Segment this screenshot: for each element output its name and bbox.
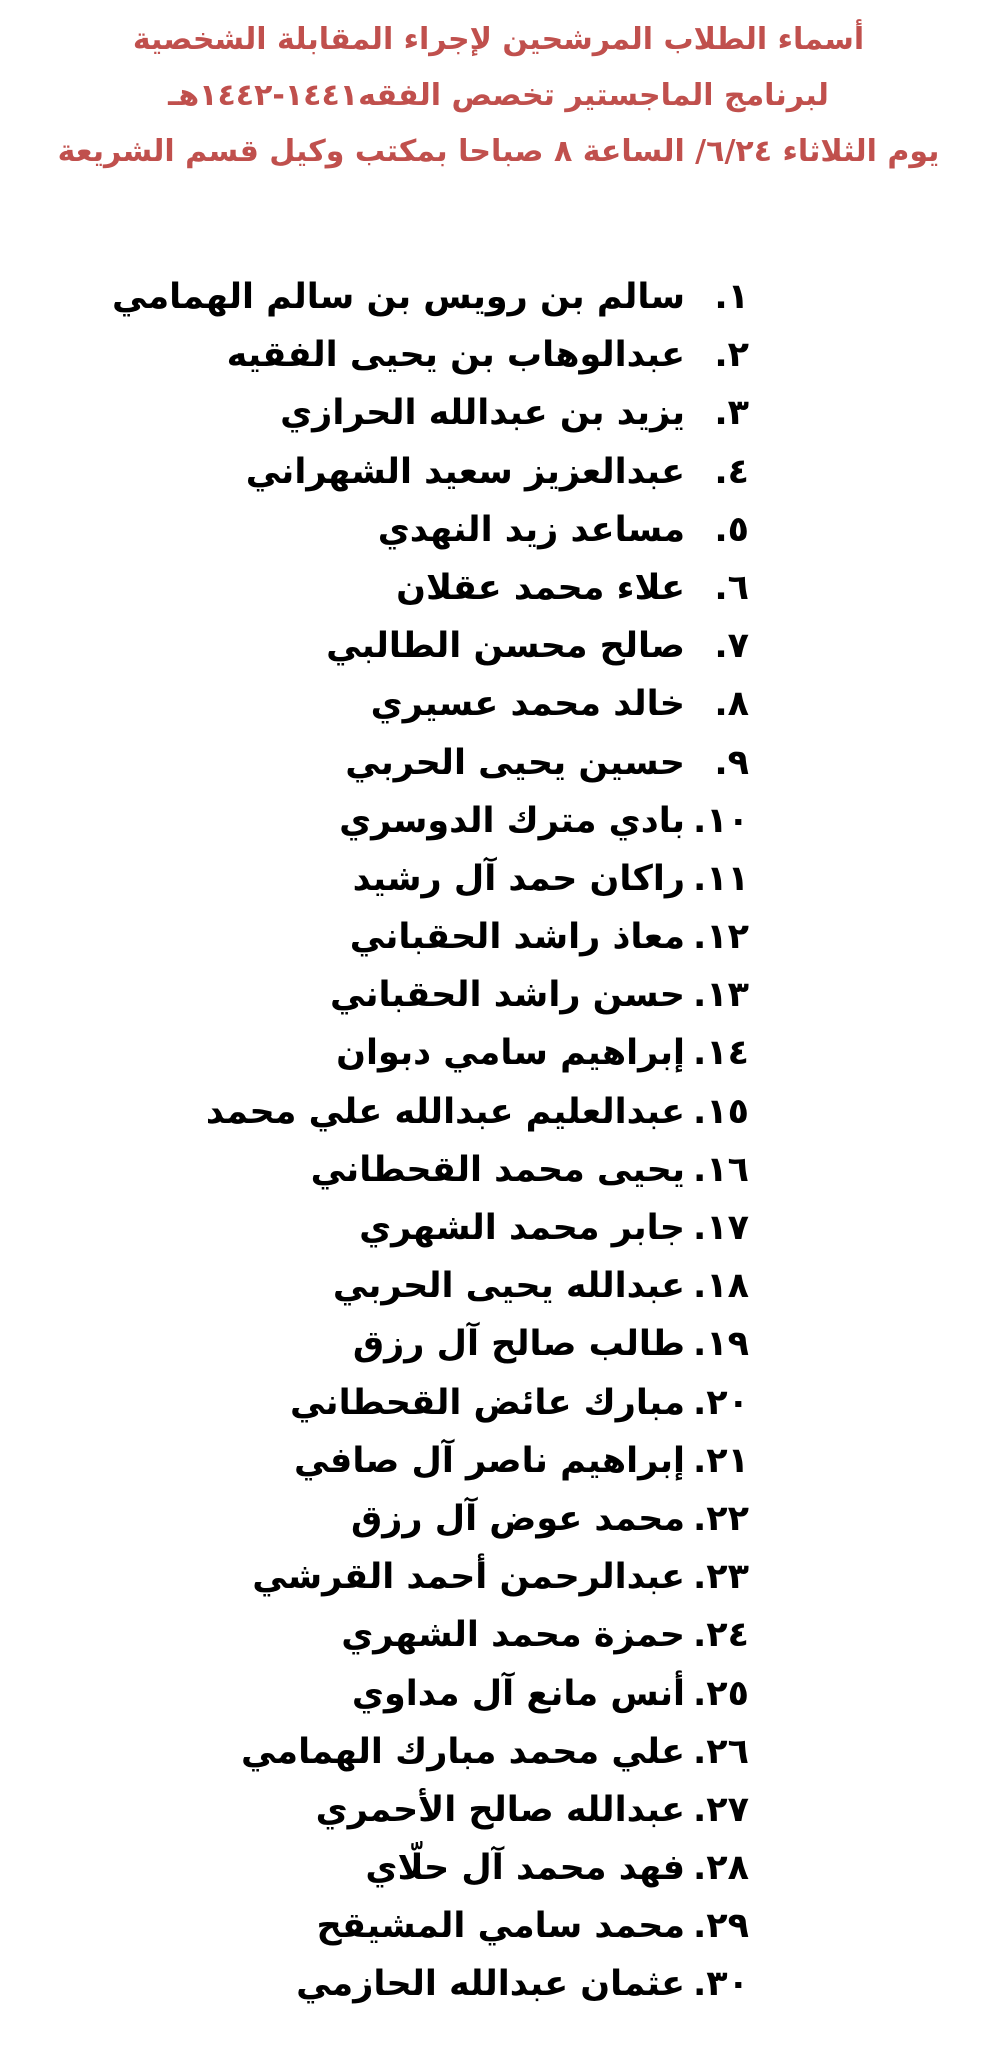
list-item-name: فهد محمد آل حلّاي <box>365 1848 685 1889</box>
list-item <box>0 1432 997 1490</box>
list-item-number: ٢٩. <box>692 1906 749 1947</box>
list-item <box>0 850 997 908</box>
list-item <box>0 1839 997 1897</box>
list-item <box>0 1141 997 1199</box>
list-item-name: حمزة محمد الشهري <box>341 1615 685 1656</box>
list-item <box>0 268 997 326</box>
list-item-number: ٢. <box>714 335 749 376</box>
list-item-number: ٣. <box>714 393 749 434</box>
list-item <box>0 1548 997 1606</box>
list-item-name: عثمان عبدالله الحازمي <box>296 1964 685 2005</box>
list-item-number: ١٥. <box>692 1091 749 1132</box>
list-item-number: ٢٢. <box>692 1498 749 1539</box>
list-item-name: حسين يحيى الحربي <box>345 742 685 783</box>
list-item <box>0 792 997 850</box>
list-item <box>0 1606 997 1664</box>
list-item <box>0 1665 997 1723</box>
list-item <box>0 1897 997 1955</box>
candidate-list <box>0 268 997 2014</box>
list-item-name: حسن راشد الحقباني <box>329 975 685 1016</box>
list-item-number: ٢٣. <box>692 1557 749 1598</box>
list-item-number: ٢٧. <box>692 1789 749 1830</box>
list-item-name: أنس مانع آل مداوي <box>351 1673 685 1714</box>
list-item <box>0 1374 997 1432</box>
list-item-name: سالم بن رويس بن سالم الهمامي <box>112 277 685 317</box>
list-item <box>0 326 997 384</box>
list-item-number: ٢٦. <box>692 1731 749 1772</box>
list-item <box>0 384 997 442</box>
list-item-name: راكان حمد آل رشيد <box>352 858 685 899</box>
list-item <box>0 734 997 792</box>
list-item-number: ١٨. <box>692 1266 749 1307</box>
list-item-name: صالح محسن الطالبي <box>326 626 685 667</box>
document-header <box>0 12 997 180</box>
list-item-name: طالب صالح آل رزق <box>352 1324 685 1365</box>
list-item-name: عبدالعليم عبدالله علي محمد <box>205 1091 685 1132</box>
header-title: أسماء الطلاب المرشحين لإجراء المقابلة الشخصية <box>132 22 865 57</box>
list-item <box>0 559 997 617</box>
list-item <box>0 908 997 966</box>
list-item-name: خالد محمد عسيري <box>370 684 685 725</box>
list-item <box>0 1490 997 1548</box>
list-item <box>0 1723 997 1781</box>
list-item-name: عبدالله يحيى الحربي <box>332 1266 685 1307</box>
list-item-name: عبدالرحمن أحمد القرشي <box>252 1557 685 1598</box>
list-item-number: ٢٥. <box>692 1673 749 1714</box>
list-item-name: علاء محمد عقلان <box>396 567 685 608</box>
list-item-number: ١٣. <box>692 975 749 1016</box>
list-item-number: ٨. <box>714 684 749 725</box>
list-item-name: بادي مترك الدوسري <box>339 800 685 841</box>
list-item-number: ١. <box>714 277 749 317</box>
list-item-number: ١٢. <box>692 917 749 958</box>
list-item <box>0 1315 997 1373</box>
list-item-name: محمد سامي المشيقح <box>316 1906 685 1947</box>
list-item <box>0 1199 997 1257</box>
list-item <box>0 1083 997 1141</box>
header-schedule: يوم الثلاثاء ٦/٢٤/ الساعة ٨ صباحا بمكتب وكيل قسم الشريعة <box>57 134 940 169</box>
list-item <box>0 501 997 559</box>
list-item <box>0 1781 997 1839</box>
list-item-name: يحيى محمد القحطاني <box>310 1149 685 1190</box>
list-item-name: عبدالعزيز سعيد الشهراني <box>245 451 685 492</box>
list-item-number: ١٧. <box>692 1208 749 1248</box>
list-item-number: ٢١. <box>692 1440 749 1481</box>
list-item-name: مساعد زيد النهدي <box>377 509 685 550</box>
list-item-number: ٥. <box>714 509 749 550</box>
list-item-name: عبدالوهاب بن يحيى الفقيه <box>226 335 685 376</box>
list-item-number: ٦. <box>714 567 749 608</box>
list-item <box>0 675 997 733</box>
list-item-number: ١٩. <box>692 1324 749 1365</box>
list-item-name: إبراهيم ناصر آل صافي <box>294 1440 685 1481</box>
list-item-number: ٩. <box>714 742 749 783</box>
list-item <box>0 617 997 675</box>
list-item <box>0 1955 997 2013</box>
list-item-number: ١٦. <box>692 1149 749 1190</box>
list-item <box>0 1257 997 1315</box>
list-item-name: إبراهيم سامي دبوان <box>336 1033 685 1074</box>
list-item-name: جابر محمد الشهري <box>359 1208 685 1248</box>
list-item-name: علي محمد مبارك الهمامي <box>241 1731 685 1772</box>
list-item-number: ٧. <box>714 626 749 667</box>
list-item <box>0 1024 997 1082</box>
list-item-name: معاذ راشد الحقباني <box>349 917 685 958</box>
list-item-number: ١٤. <box>692 1033 749 1074</box>
list-item-name: محمد عوض آل رزق <box>350 1498 685 1539</box>
list-item-number: ٢٠. <box>692 1382 749 1423</box>
list-item-name: يزيد بن عبدالله الحرازي <box>280 393 685 434</box>
list-item-name: عبدالله صالح الأحمري <box>315 1789 685 1830</box>
header-program: لبرنامج الماجستير تخصص الفقه١٤٤١-١٤٤٢هـ <box>168 78 829 113</box>
list-item-number: ٢٨. <box>692 1848 749 1889</box>
list-item-number: ٢٤. <box>692 1615 749 1656</box>
list-item-number: ١١. <box>692 858 749 899</box>
list-item-name: مبارك عائض القحطاني <box>290 1382 685 1423</box>
list-item-number: ١٠. <box>692 800 749 841</box>
list-item-number: ٤. <box>714 451 749 492</box>
list-item <box>0 443 997 501</box>
list-item-number: ٣٠. <box>692 1964 749 2005</box>
list-item <box>0 966 997 1024</box>
